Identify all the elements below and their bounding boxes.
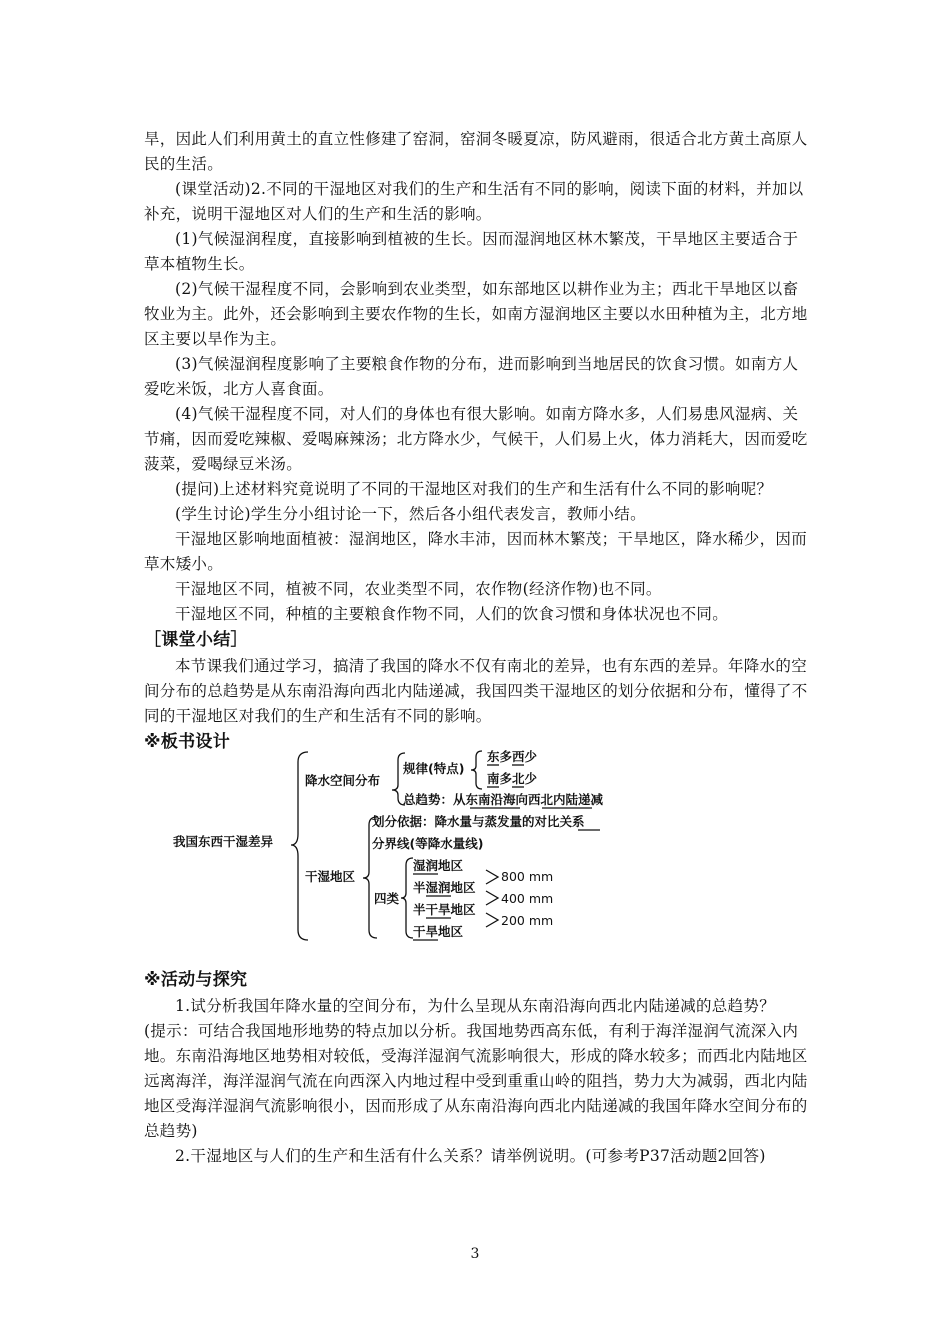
board-type-2: 半湿润地区 xyxy=(413,880,476,895)
paragraph: 干湿地区影响地面植被：湿润地区，降水丰沛，因而林木繁茂；干旱地区，降水稀少，因而草木矮小。 xyxy=(144,530,808,573)
threshold-1: 800 mm xyxy=(501,869,554,884)
paragraph: 干湿地区不同，植被不同，农业类型不同，农作物(经济作物)也不同。 xyxy=(175,580,662,598)
board-type-1: 湿润地区 xyxy=(413,858,464,873)
threshold-3: 200 mm xyxy=(501,913,554,928)
paragraph: 旱，因此人们利用黄土的直立性修建了窑洞，窑洞冬暖夏凉，防风避雨，很适合北方黄土高原人民的生活。 xyxy=(144,130,808,173)
types-brace xyxy=(401,858,413,938)
board-type-4: 干旱地区 xyxy=(413,924,464,939)
board-type-3: 半干旱地区 xyxy=(413,902,476,917)
branch2-brace xyxy=(363,817,377,938)
board-heading: ※板书设计 xyxy=(144,732,231,752)
rule-brace xyxy=(471,751,482,789)
board-trend: 总趋势：从东南沿海向西北内陆递减 xyxy=(403,792,604,807)
body-text-top xyxy=(144,127,809,756)
paragraph: (提问)上述材料究竟说明了不同的干湿地区对我们的生产和生活有什么不同的影响呢？ xyxy=(175,480,773,498)
activity-heading: ※活动与探究 xyxy=(144,970,248,990)
paragraph: (课堂活动)2.不同的干湿地区对我们的生产和生活有不同的影响，阅读下面的材料，并加以补充，说明干湿地区对人们的生产和生活的影响。 xyxy=(144,180,804,223)
greater-than-icon xyxy=(486,870,498,884)
paragraph: (学生讨论)学生分小组讨论一下，然后各小组代表发言，教师小结。 xyxy=(175,505,646,523)
board-basis: 划分依据：降水量与蒸发量的对比关系 xyxy=(372,814,585,829)
board-boundary: 分界线(等降水量线) xyxy=(372,836,484,851)
activity-question-1: 1.试分析我国年降水量的空间分布，为什么呈现从东南沿海向西北内陆递减的总趋势？ xyxy=(175,997,775,1015)
summary-paragraph: 本节课我们通过学习，搞清了我国的降水不仅有南北的差异，也有东西的差异。年降水的空间分布的总趋势是从东南沿海向西北内陆递减，我国四类干湿地区的划分依据和分布，懂得了不同的干湿地区对我们的生产和生活有不同的影响。 xyxy=(144,657,808,725)
board-rule-item-2: 南多北少 xyxy=(487,771,538,786)
board-root: 我国东西干湿差异 xyxy=(173,834,274,849)
board-branch-1: 降水空间分布 xyxy=(305,773,381,788)
paragraph: (2)气候干湿程度不同，会影响到农业类型，如东部地区以耕作业为主；西北干旱地区以畜牧业为主。此外，还会影响到主要农作物的生长，如南方湿润地区主要以水田种植为主，北方地区主要以旱作为主。 xyxy=(144,280,808,348)
body-text-activity xyxy=(144,967,809,1169)
activity-hint-1: (提示：可结合我国地形地势的特点加以分析。我国地势西高东低，有利于海洋湿润气流深入内地。东南沿海地区地势相对较低，受海洋湿润气流影响很大，形成的降水较多；而西北内陆地区远离海洋，海洋湿润气流在向西深入内地过程中受到重重山岭的阻挡，势力大为减弱，西北内陆地区受海洋湿润气流影响很小，因而形成了从东南沿海向西北内陆递减的我国年降水空间分布的总趋势) xyxy=(144,1022,808,1140)
threshold-2: 400 mm xyxy=(501,891,554,906)
board-rule: 规律(特点) xyxy=(403,761,465,776)
summary-heading: ［课堂小结］ xyxy=(144,630,248,650)
paragraph: 干湿地区不同，种植的主要粮食作物不同，人们的饮食习惯和身体状况也不同。 xyxy=(175,605,729,623)
root-brace xyxy=(291,752,308,940)
greater-than-icon xyxy=(486,913,498,927)
board-rule-item-1: 东多西少 xyxy=(487,749,538,764)
board-branch-2: 干湿地区 xyxy=(305,869,356,884)
branch1-brace xyxy=(392,753,405,805)
paragraph: (3)气候湿润程度影响了主要粮食作物的分布，进而影响到当地居民的饮食习惯。如南方人爱吃米饭，北方人喜食面。 xyxy=(144,355,799,398)
board-four-types: 四类 xyxy=(374,891,400,906)
activity-question-2: 2.干湿地区与人们的生产和生活有什么关系？请举例说明。(可参考P37活动题2回答) xyxy=(175,1147,766,1165)
greater-than-icon xyxy=(486,891,498,905)
page-number: 3 xyxy=(470,1246,480,1262)
paragraph: (4)气候干湿程度不同，对人们的身体也有很大影响。如南方降水多，人们易患风湿病、关节痛，因而爱吃辣椒、爱喝麻辣汤；北方降水少，气候干，人们易上火，体力消耗大，因而爱吃菠菜，爱喝绿豆米汤。 xyxy=(144,405,808,473)
paragraph: (1)气候湿润程度，直接影响到植被的生长。因而湿润地区林木繁茂，干旱地区主要适合于草本植物生长。 xyxy=(144,230,799,273)
